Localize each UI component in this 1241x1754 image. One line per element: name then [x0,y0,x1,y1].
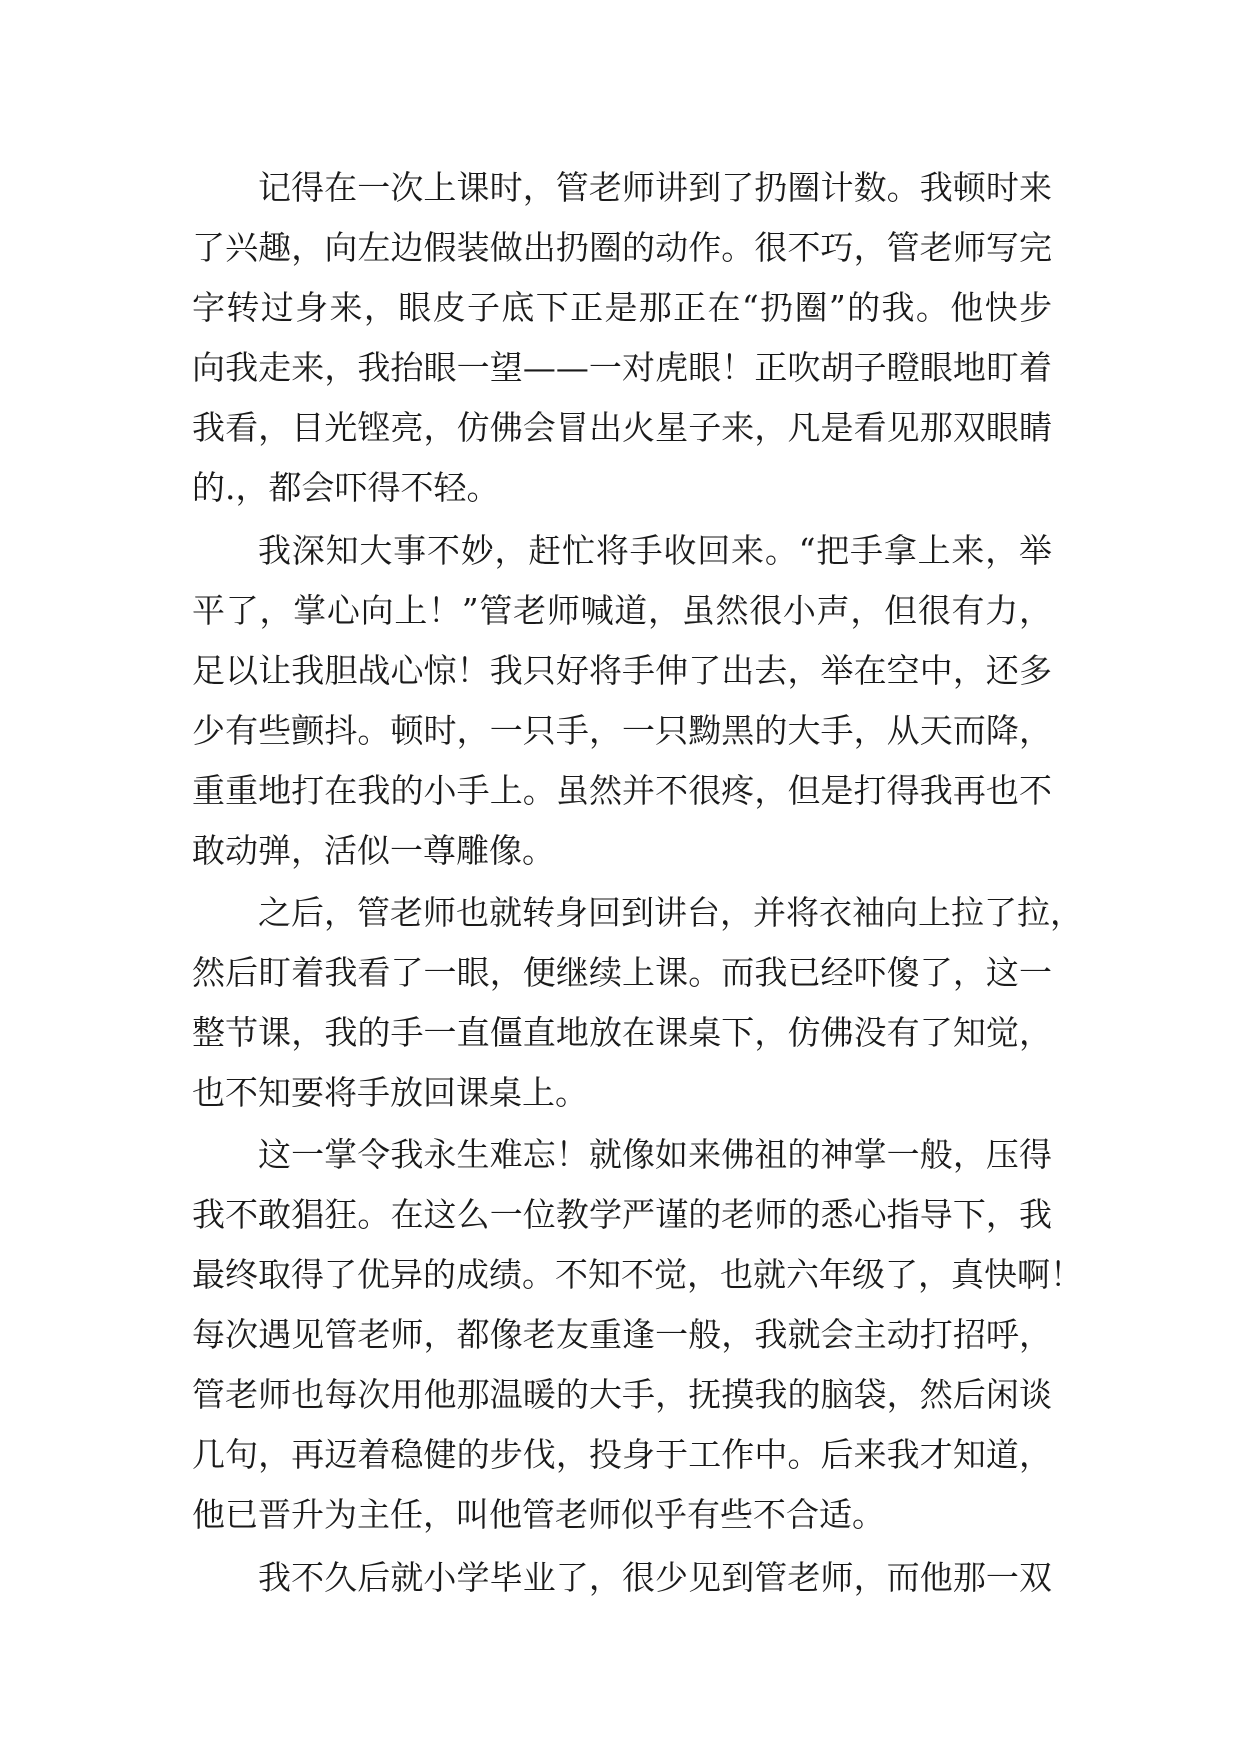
text-line: 了兴趣，向左边假装做出扔圈的动作。很不巧，管老师写完 [192,228,1052,267]
text-line: 之后，管老师也就转身回到讲台，并将衣袖向上拉了拉， [258,893,1083,932]
text-line: 向我走来，我抬眼一望——一对虎眼！正吹胡子瞪眼地盯着 [192,348,1052,387]
text-line: 管老师也每次用他那温暖的大手，抚摸我的脑袋，然后闲谈 [192,1375,1052,1414]
text-line: 我不敢猖狂。在这么一位教学严谨的老师的悉心指导下，我 [192,1195,1052,1234]
text-line: 我不久后就小学毕业了，很少见到管老师，而他那一双 [258,1558,1052,1597]
text-line: 敢动弹，活似一尊雕像。 [192,831,555,870]
text-line: 这一掌令我永生难忘！就像如来佛祖的神掌一般，压得 [258,1135,1052,1174]
text-line: 的.，都会吓得不轻。 [192,468,500,507]
text-line: 每次遇见管老师，都像老友重逢一般，我就会主动打招呼， [192,1315,1052,1354]
text-line: 他已晋升为主任，叫他管老师似乎有些不合适。 [192,1495,885,1534]
text-line: 然后盯着我看了一眼，便继续上课。而我已经吓傻了，这一 [192,953,1052,992]
text-line: 整节课，我的手一直僵直地放在课桌下，仿佛没有了知觉， [192,1013,1052,1052]
text-line: 重重地打在我的小手上。虽然并不很疼，但是打得我再也不 [192,771,1052,810]
text-line: 也不知要将手放回课桌上。 [192,1073,588,1112]
text-line: 几句，再迈着稳健的步伐，投身于工作中。后来我才知道， [192,1435,1052,1474]
text-line: 足以让我胆战心惊！我只好将手伸了出去，举在空中，还多 [192,651,1052,690]
text-line: 少有些颤抖。顿时，一只手，一只黝黑的大手，从天而降， [192,711,1052,750]
text-line: 我看，目光铿亮，仿佛会冒出火星子来，凡是看见那双眼睛 [192,408,1052,447]
text-line: 记得在一次上课时，管老师讲到了扔圈计数。我顿时来 [258,168,1052,207]
text-line: 最终取得了优异的成绩。不知不觉，也就六年级了，真快啊！ [192,1255,1083,1294]
text-line: 字转过身来，眼皮子底下正是那正在“扔圈”的我。他快步 [192,288,1052,327]
text-line: 平了，掌心向上！”管老师喊道，虽然很小声，但很有力， [192,591,1052,630]
text-line: 我深知大事不妙，赶忙将手收回来。“把手拿上来，举 [258,531,1052,570]
